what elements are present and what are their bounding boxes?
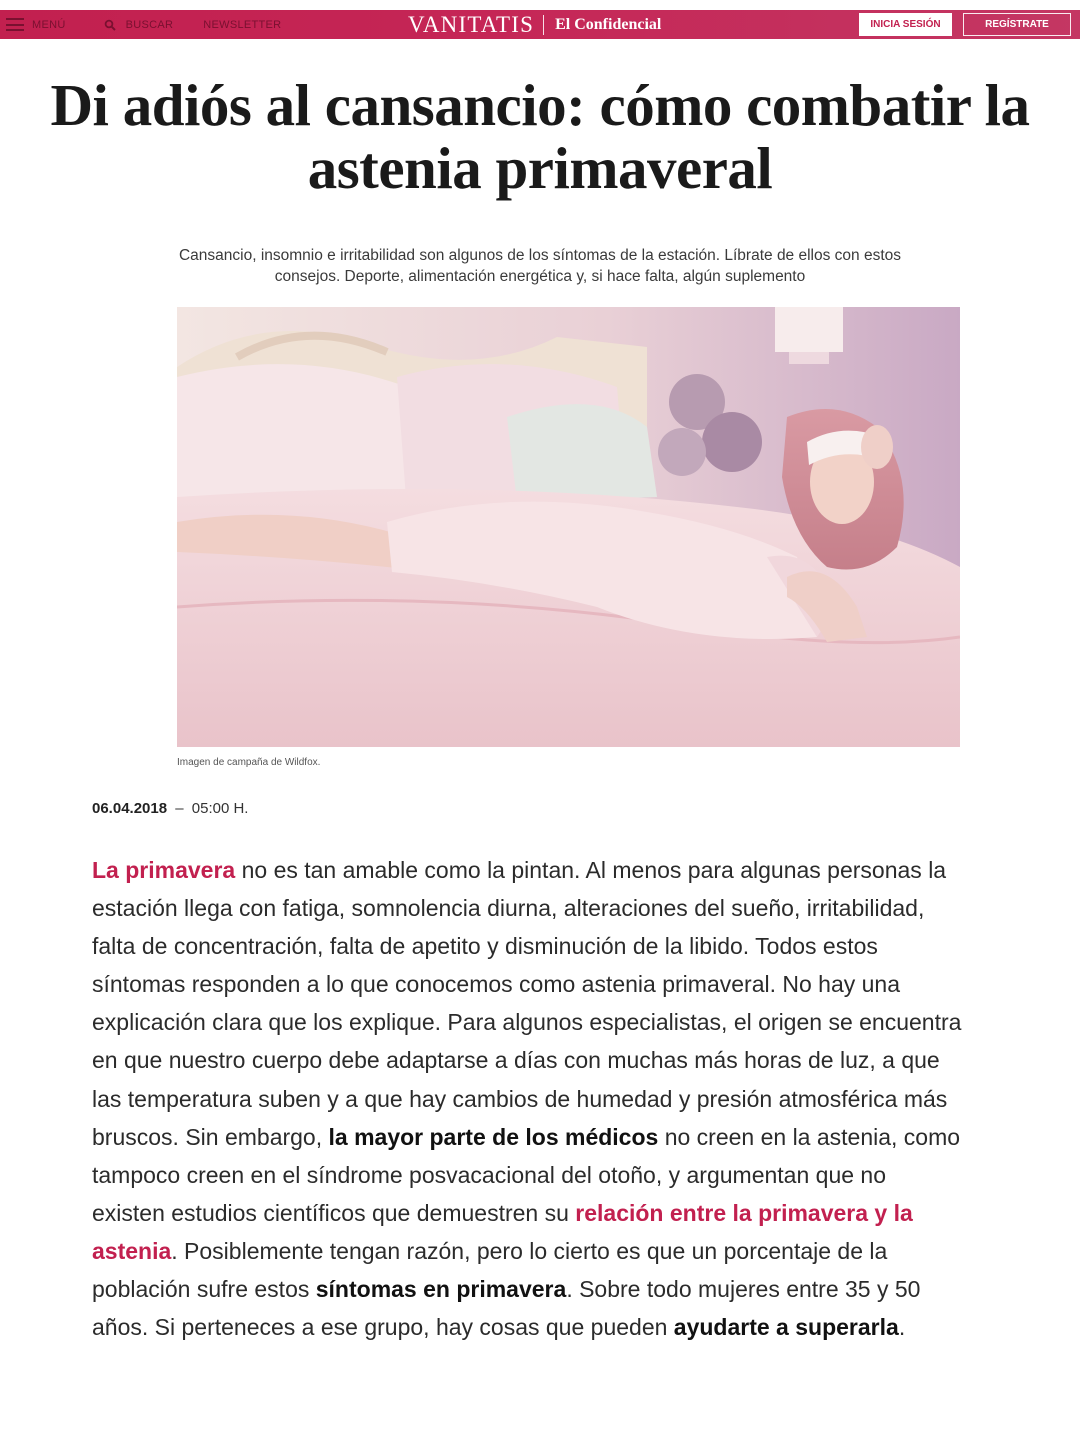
register-button[interactable]: REGÍSTRATE: [963, 13, 1071, 36]
hero-image: [177, 307, 960, 747]
image-caption: Imagen de campaña de Wildfox.: [177, 757, 321, 768]
link-relacion-primavera-astenia[interactable]: relación entre la primavera y la astenia: [92, 1199, 913, 1264]
paragraph-text-1: no es tan amable como la pintan. Al menos para algunas personas la estación llega con fatiga, somnolencia diurna, alteraciones del sueño, irritabilidad, falta de concentración, falta de apetito y disminución de la libido. Todos estos síntomas responden a lo que conocemos como astenia primaveral. No hay una explicación clara que los explique. Para algunos especialistas, el origen se encuentra en que nuestro cuerpo debe adaptarse a días con muchas más horas de luz, a que las temperatura suben y a que hay cambios de humedad y presión atmosférica más bruscos. Sin embargo,: [92, 857, 962, 1150]
newsletter-label: NEWSLETTER: [203, 18, 282, 31]
newsletter-link[interactable]: [203, 10, 281, 39]
article-title: Di adiós al cansancio: cómo combatir la astenia primaveral: [50, 72, 1030, 201]
bold-ayudarte: ayudarte a superarla: [673, 1314, 899, 1341]
search-icon: [104, 19, 116, 31]
date-separator: –: [175, 800, 184, 817]
brand-logo[interactable]: [408, 10, 661, 39]
paragraph-text-2: no creen en la astenia, como tampoco creen en el síndrome posvacacional del otoño, y argumentan que no existen estudios científicos que demuestren su: [92, 1123, 961, 1226]
brand-divider: [543, 15, 544, 35]
nav-left-group: [0, 10, 281, 39]
article-paragraph: [92, 851, 962, 1346]
bedroom-photo-illustration: [177, 307, 960, 747]
vanitatis-logo: VANITATIS: [408, 11, 535, 37]
link-primavera[interactable]: La primavera: [92, 857, 236, 883]
article-subtitle: Cansancio, insomnio e irritabilidad son algunos de los síntomas de la estación. Líbrate de ellos con estos consejos. Deporte, alimentación energética y, si hace falta, algún suplemento: [178, 247, 902, 285]
top-navigation-bar: [0, 10, 1080, 39]
paragraph-text-3: . Posiblemente tengan razón, pero lo cierto es que un porcentaje de la población sufre estos: [92, 1237, 888, 1303]
hamburger-icon: [6, 18, 24, 31]
el-confidencial-logo: El Confidencial: [555, 15, 662, 33]
paragraph-text-4: . Sobre todo mujeres entre 35 y 50 años. Si perteneces a ese grupo, hay cosas que pueden: [92, 1276, 921, 1341]
publish-date: 06.04.2018: [92, 800, 168, 817]
search-label: BUSCAR: [125, 18, 174, 31]
paragraph-text-5: .: [898, 1314, 906, 1341]
menu-label: MENÚ: [32, 18, 66, 31]
article-meta: [92, 800, 248, 817]
publish-time: 05:00 H.: [191, 800, 249, 817]
login-button[interactable]: INICIA SESIÓN: [859, 13, 952, 36]
search-button[interactable]: [104, 10, 174, 39]
menu-button[interactable]: [6, 10, 66, 39]
bold-medicos: la mayor parte de los médicos: [328, 1123, 659, 1150]
bold-sintomas: síntomas en primavera: [315, 1276, 567, 1303]
